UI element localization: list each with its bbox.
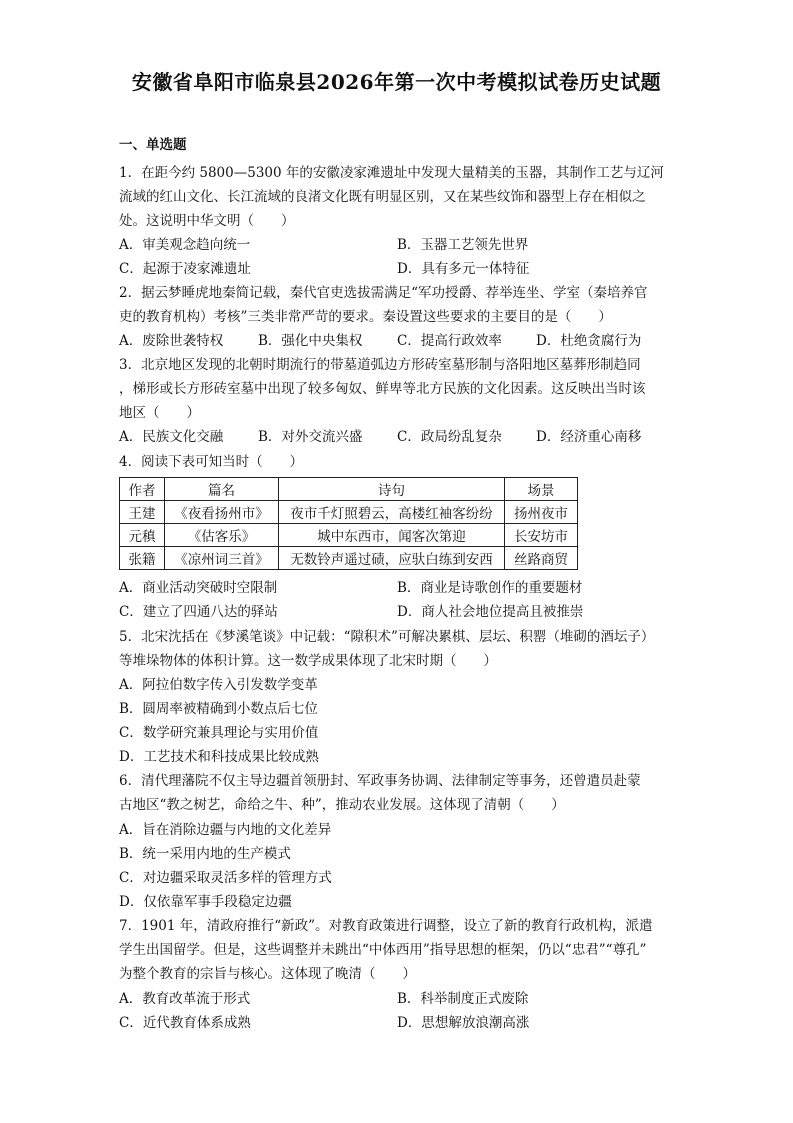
stem-line: 5．北宋沈括在《梦溪笔谈》中记载：“隙积术”可解决累棋、层坛、积罂（堆砌的酒坛子） [119,629,655,645]
q3-option-a: A．民族文化交融 [119,429,224,445]
q1-option-b: B．玉器工艺领先世界 [397,237,529,253]
q2-option-b: B．强化中央集权 [258,333,363,349]
q4-option-a: A．商业活动突破时空限制 [119,580,278,596]
table-cell: 《夜看扬州市》 [165,501,279,524]
poem-table [119,477,578,570]
q5-option-c: C．数学研究兼具理论与实用价值 [119,725,319,741]
q2-option-d: D．杜绝贪腐行为 [536,333,642,349]
table-cell: 无数铃声遥过碛，应驮白练到安西 [279,547,505,570]
question-3-stem [119,353,675,425]
q5-option-d: D．工艺技术和科技成果比较成熟 [119,749,319,765]
table-cell: 扬州夜市 [505,501,578,524]
table-cell: 张籍 [120,547,165,570]
stem-line: 2．据云梦睡虎地秦简记载，秦代官吏选拔需满足“军功授爵、荐举连坐、学室（秦培养官 [119,285,648,301]
stem-line: 等堆垛物体的体积计算。这一数学成果体现了北宋时期（ ） [119,653,497,669]
table-header-cell: 作者 [120,478,165,501]
stem-line: 4．阅读下表可知当时（ ） [119,454,304,470]
question-2-stem [119,281,675,329]
q7-option-d: D．思想解放浪潮高涨 [397,1015,530,1031]
question-6-stem [119,769,675,817]
stem-line: 7．1901 年，清政府推行“新政”。对教育政策进行调整，设立了新的教育行政机构，派遣 [119,918,653,934]
q5-option-b: B．圆周率被精确到小数点后七位 [119,701,318,717]
stem-line: 吏的教育机构）考核”三类非常严苛的要求。秦设置这些要求的主要目的是（ ） [119,309,612,325]
q5-option-a: A．阿拉伯数字传入引发数学变革 [119,677,318,693]
q6-option-c: C．对边疆采取灵活多样的管理方式 [119,870,332,886]
q3-option-b: B．对外交流兴盛 [258,429,363,445]
table-header-row [120,478,578,501]
stem-line: 处。这说明中华文明（ ） [119,213,295,229]
table-header-cell: 场景 [505,478,578,501]
q6-option-a: A．旨在消除边疆与内地的文化差异 [119,822,332,838]
stem-line: 1．在距今约 5800—5300 年的安徽凌家滩遗址中发现大量精美的玉器，其制作工艺与辽河 [119,165,664,181]
question-5-stem [119,625,675,673]
section-heading: 一、单选题 [119,137,187,153]
q4-option-d: D．商人社会地位提高且被推崇 [397,604,584,620]
q1-option-a: A．审美观念趋向统一 [119,237,251,253]
q3-option-c: C．政局纷乱复杂 [397,429,502,445]
table-cell: 夜市千灯照碧云，高楼红袖客纷纷 [279,501,505,524]
stem-line: 6．清代理藩院不仅主导边疆首领册封、军政事务协调、法律制定等事务，还曾遣员赴蒙 [119,773,641,789]
exam-title: 安徽省阜阳市临泉县2026年第一次中考模拟试卷历史试题 [131,70,662,94]
table-cell: 《凉州词三首》 [165,547,279,570]
q7-option-a: A．教育改革流于形式 [119,991,251,1007]
q4-option-b: B．商业是诗歌创作的重要题材 [397,580,583,596]
q6-option-d: D．仅依靠军事手段稳定边疆 [119,894,292,910]
table-cell: 王建 [120,501,165,524]
q3-option-d: D．经济重心南移 [536,429,642,445]
table-header-cell: 诗句 [279,478,505,501]
q1-option-c: C．起源于凌家滩遗址 [119,261,251,277]
question-7-stem [119,914,675,986]
stem-line: 为整个教育的宗旨与核心。这体现了晚清（ ） [119,966,416,982]
table-cell: 长安坊市 [505,524,578,547]
q7-option-c: C．近代教育体系成熟 [119,1015,251,1031]
stem-line: 3．北京地区发现的北朝时期流行的带墓道弧边方形砖室墓形制与洛阳地区墓葬形制趋同 [119,357,641,373]
question-4-stem [119,450,675,474]
q1-option-d: D．具有多元一体特征 [397,261,530,277]
table-cell: 城中东西市，闻客次第迎 [279,524,505,547]
stem-line: ，梯形或长方形砖室墓中出现了较多匈奴、鲜卑等北方民族的文化因素。这反映出当时该 [119,381,646,397]
table-row [120,501,578,524]
stem-line: 古地区“教之树艺，命给之牛、种”，推动农业发展。这体现了清朝（ ） [119,797,565,813]
table-row [120,547,578,570]
stem-line: 学生出国留学。但是，这些调整并未跳出“中体西用”指导思想的框架，仍以“忠君”“尊孔” [119,942,647,958]
table-row [120,524,578,547]
q2-option-a: A．废除世袭特权 [119,333,224,349]
q6-option-b: B．统一采用内地的生产模式 [119,846,291,862]
question-1-stem [119,161,675,233]
q7-option-b: B．科举制度正式废除 [397,991,529,1007]
stem-line: 流域的红山文化、长江流域的良渚文化既有明显区别，又在某些纹饰和器型上存在相似之 [119,189,646,205]
table-cell: 丝路商贸 [505,547,578,570]
q4-option-c: C．建立了四通八达的驿站 [119,604,278,620]
table-header-cell: 篇名 [165,478,279,501]
table-cell: 《估客乐》 [165,524,279,547]
q2-option-c: C．提高行政效率 [397,333,502,349]
stem-line: 地区（ ） [119,405,200,421]
table-cell: 元稹 [120,524,165,547]
